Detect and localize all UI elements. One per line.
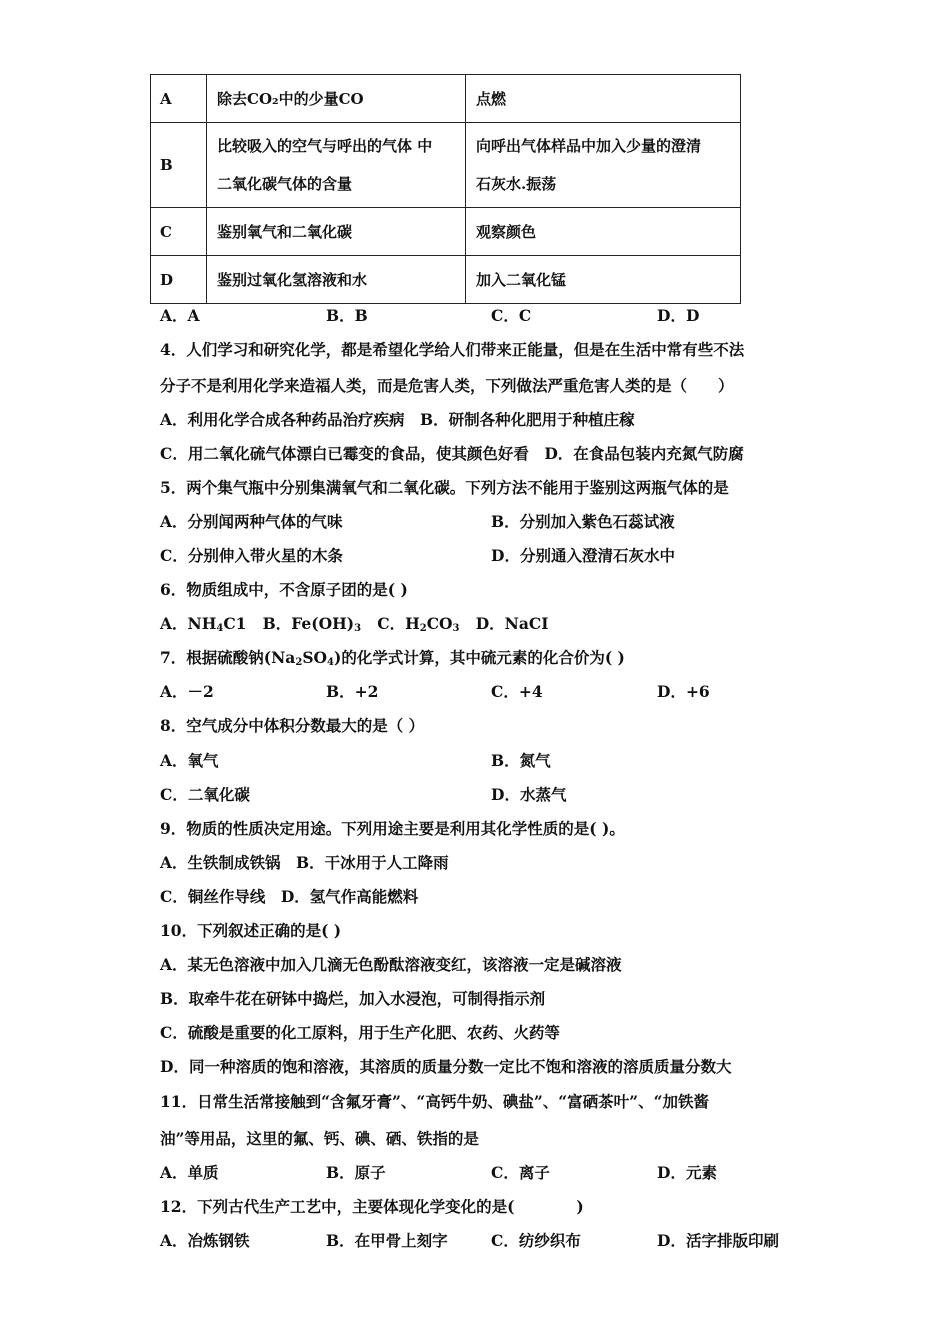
- q5-stem: 5．两个集气瓶中分别集满氧气和二氧化碳。下列方法不能用于鉴别这两瓶气体的是: [160, 478, 729, 497]
- q6-option-d: D．NaCI: [475, 614, 549, 633]
- q8-option-d: D．水蒸气: [491, 785, 567, 804]
- row-method-line: 向呼出气体样品中加入少量的澄清: [476, 137, 702, 155]
- q7-option-c: C．+4: [491, 682, 543, 701]
- row-key: C: [151, 208, 207, 256]
- row-goal-line: 二氧化碳气体的含量: [217, 175, 353, 193]
- q11-option-c: C．离子: [491, 1163, 550, 1182]
- q4-options-cd: C．用二氧化硫气体漂白已霉变的食品，使其颜色好看 D．在食品包装内充氮气防腐: [160, 444, 744, 463]
- row-method: 加入二氧化锰: [466, 256, 741, 304]
- row-method-line: 石灰水.振荡: [476, 175, 557, 193]
- q11-stem-line2: 油”等用品，这里的氟、钙、碘、硒、铁指的是: [160, 1129, 479, 1148]
- answer-option-d: D．D: [657, 306, 700, 325]
- row-key: B: [151, 123, 207, 208]
- q12-stem: 12．下列古代生产工艺中，主要体现化学变化的是( ): [160, 1197, 584, 1216]
- answer-option-c: C．C: [491, 306, 532, 325]
- row-goal-line: 比较吸入的空气与呼出的气体 中: [217, 137, 433, 155]
- q11-option-b: B．原子: [326, 1163, 386, 1182]
- q7-stem: 7．根据硫酸钠$(Na_2SO_4)$的化学式计算，其中硫元素的化合价为( ): [160, 648, 625, 668]
- q10-option-c: C．硫酸是重要的化工原料，用于生产化肥、农药、火药等: [160, 1023, 560, 1042]
- table-row: [151, 75, 741, 123]
- q5-option-b: B．分别加入紫色石蕊试液: [491, 512, 675, 531]
- q6-option-a: A．$NH_4C1$: [160, 614, 247, 634]
- q12-option-a: A．冶炼钢铁: [160, 1231, 250, 1250]
- q4-options-ab: A．利用化学合成各种药品治疗疾病 B．研制各种化肥用于种植庄稼: [160, 410, 635, 429]
- answer-option-b: B．B: [326, 306, 368, 325]
- q8-stem: 8．空气成分中体积分数最大的是（ ）: [160, 716, 425, 735]
- q8-option-a: A．氧气: [160, 751, 219, 770]
- row-goal: [207, 123, 466, 208]
- row-key: A: [151, 75, 207, 123]
- experiment-options-table: [150, 74, 741, 304]
- row-goal: 鉴别氧气和二氧化碳: [207, 208, 466, 256]
- q12-option-d: D．活字排版印刷: [657, 1231, 779, 1250]
- q11-option-a: A．单质: [160, 1163, 219, 1182]
- q4-stem-line1: 4．人们学习和研究化学，都是希望化学给人们带来正能量，但是在生活中常有些不法: [160, 340, 745, 359]
- q8-option-c: C．二氧化碳: [160, 785, 250, 804]
- q11-option-d: D．元素: [657, 1163, 717, 1182]
- answer-option-a: A．A: [160, 306, 200, 325]
- q7-option-a: A．－2: [160, 682, 214, 701]
- q6-stem: 6．物质组成中，不含原子团的是( ): [160, 580, 408, 599]
- row-goal: 除去CO₂中的少量CO: [207, 75, 466, 123]
- q4-stem-line2: 分子不是利用化学来造福人类，而是危害人类，下列做法严重危害人类的是（ ）: [160, 376, 734, 395]
- q9-stem: 9．物质的性质决定用途。下列用途主要是利用其化学性质的是( )。: [160, 819, 625, 838]
- table-row: [151, 256, 741, 304]
- q6-option-c: C．$H_2CO_3$: [377, 614, 460, 634]
- q6-options: [160, 614, 548, 639]
- row-goal: 鉴别过氧化氢溶液和水: [207, 256, 466, 304]
- q10-option-d: D．同一种溶质的饱和溶液，其溶质的质量分数一定比不饱和溶液的溶质质量分数大: [160, 1057, 732, 1076]
- q10-stem: 10．下列叙述正确的是( ): [160, 921, 342, 940]
- q5-option-c: C．分别伸入带火星的木条: [160, 546, 343, 565]
- row-method: 点燃: [466, 75, 741, 123]
- q7-option-b: B．+2: [326, 682, 379, 701]
- q9-options-ab: A．生铁制成铁锅 B．干冰用于人工降雨: [160, 853, 449, 872]
- q10-option-b: B．取牵牛花在研钵中捣烂，加入水浸泡，可制得指示剂: [160, 989, 546, 1008]
- q7-option-d: D．+6: [657, 682, 710, 701]
- q5-option-a: A．分别闻两种气体的气味: [160, 512, 343, 531]
- row-method: 观察颜色: [466, 208, 741, 256]
- table-row: [151, 208, 741, 256]
- q12-option-b: B．在甲骨上刻字: [326, 1231, 448, 1250]
- row-key: D: [151, 256, 207, 304]
- q10-option-a: A．某无色溶液中加入几滴无色酚酞溶液变红，该溶液一定是碱溶液: [160, 955, 622, 974]
- table-row: [151, 123, 741, 208]
- q5-option-d: D．分别通入澄清石灰水中: [491, 546, 675, 565]
- q8-option-b: B．氮气: [491, 751, 551, 770]
- q12-option-c: C．纺纱织布: [491, 1231, 581, 1250]
- row-method: [466, 123, 741, 208]
- q9-options-cd: C．铜丝作导线 D．氢气作高能燃料: [160, 887, 419, 906]
- q11-stem-line1: 11．日常生活常接触到“含氟牙膏”、“高钙牛奶、碘盐”、“富硒茶叶”、“加铁酱: [160, 1092, 709, 1111]
- q6-option-b: B．$Fe(OH)_3$: [262, 614, 362, 634]
